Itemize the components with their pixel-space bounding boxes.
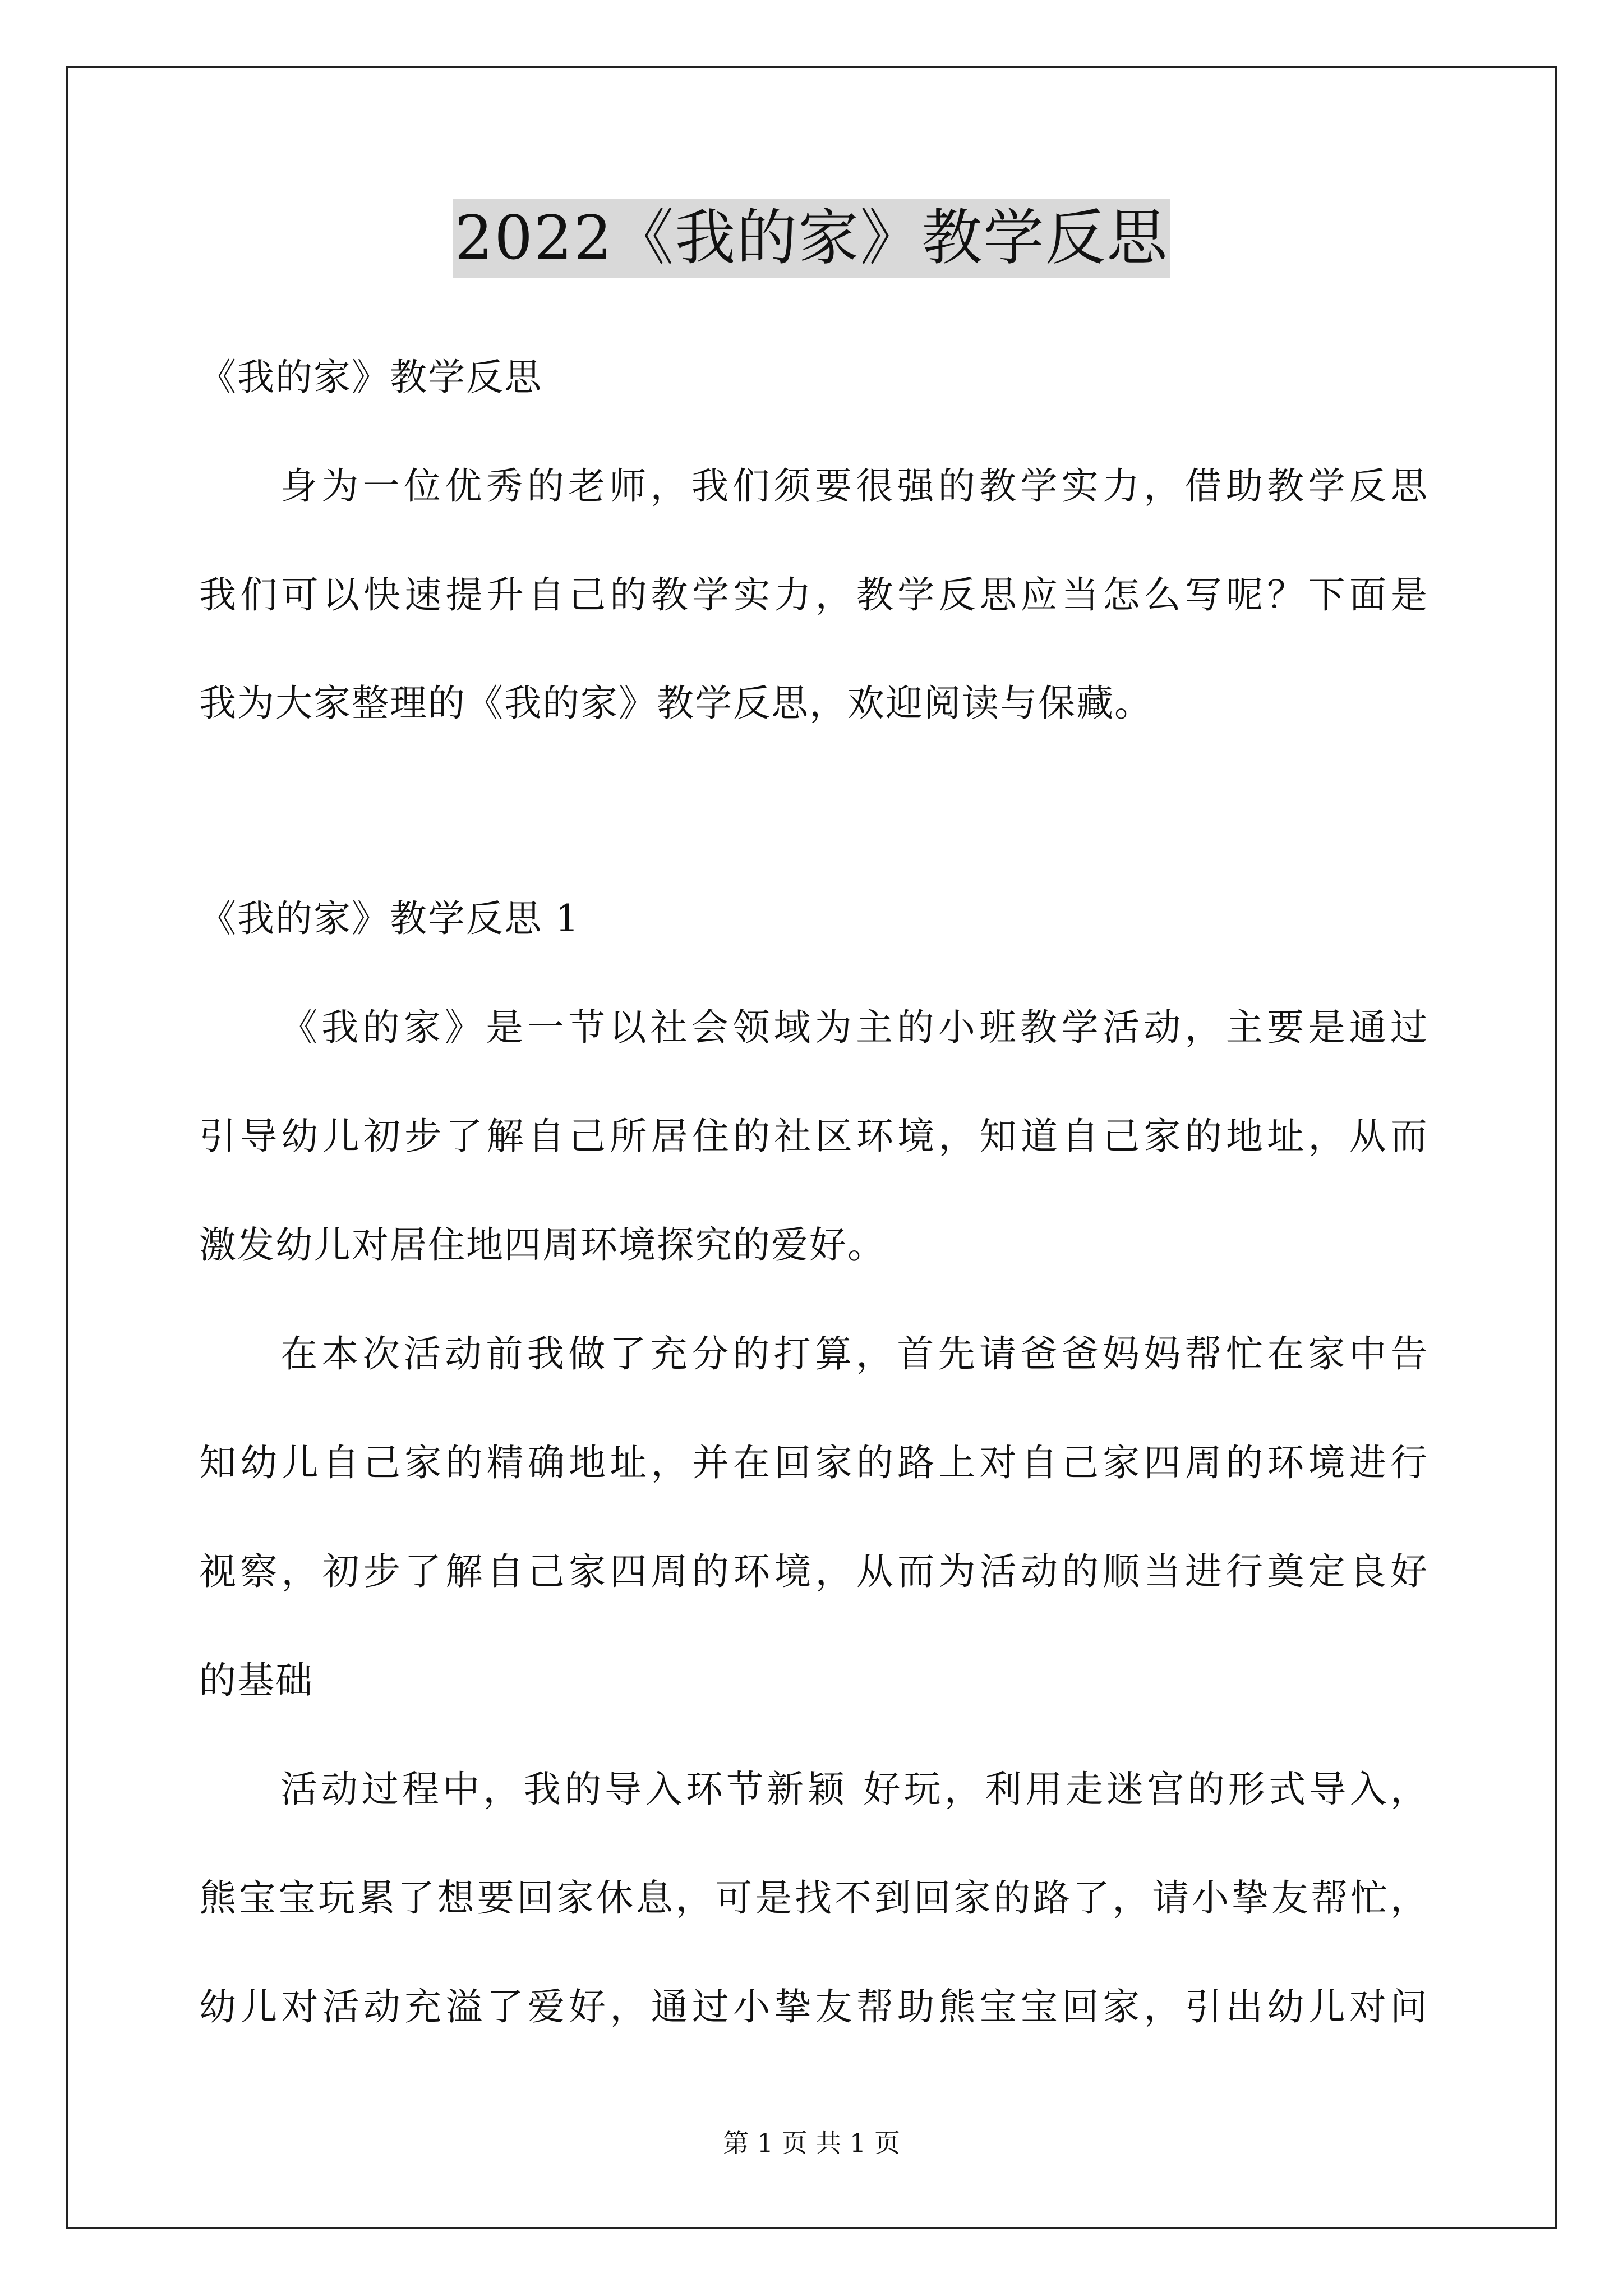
para2-line-2: 知幼儿自己家的精确地址，并在回家的路上对自己家四周的环境进行 <box>199 1441 1428 1484</box>
section-heading: 《我的家》教学反思 1 <box>199 897 580 940</box>
subtitle: 《我的家》教学反思 <box>199 356 542 399</box>
intro-line-1: 身为一位优秀的老师，我们须要很强的教学实力，借助教学反思 <box>280 464 1428 508</box>
para1-line-2: 引导幼儿初步了解自己所居住的社区环境，知道自己家的地址，从而 <box>199 1115 1428 1158</box>
document-title: 2022《我的家》教学反思 <box>453 199 1171 278</box>
para3-line-3: 幼儿对活动充溢了爱好，通过小挚友帮助熊宝宝回家，引出幼儿对问 <box>199 1985 1428 2028</box>
para2-line-3: 视察，初步了解自己家四周的环境，从而为活动的顺当进行奠定良好 <box>199 1550 1428 1593</box>
intro-line-3: 我为大家整理的《我的家》教学反思，欢迎阅读与保藏。 <box>199 682 1152 725</box>
para3-line-1: 活动过程中，我的导入环节新颖 好玩，利用走迷宫的形式导入， <box>280 1768 1428 1811</box>
intro-line-2: 我们可以快速提升自己的教学实力，教学反思应当怎么写呢？下面是 <box>199 573 1428 616</box>
page-number-footer: 第 1 页 共 1 页 <box>723 2128 900 2158</box>
para3-line-2: 熊宝宝玩累了想要回家休息，可是找不到回家的路了，请小挚友帮忙， <box>199 1876 1428 1920</box>
para2-line-1: 在本次活动前我做了充分的打算，首先请爸爸妈妈帮忙在家中告 <box>280 1332 1428 1375</box>
para1-line-3: 激发幼儿对居住地四周环境探究的爱好。 <box>199 1223 886 1267</box>
title-container <box>0 199 1623 278</box>
para2-line-4: 的基础 <box>199 1659 313 1702</box>
para1-line-1: 《我的家》是一节以社会领域为主的小班教学活动，主要是通过 <box>280 1006 1428 1049</box>
